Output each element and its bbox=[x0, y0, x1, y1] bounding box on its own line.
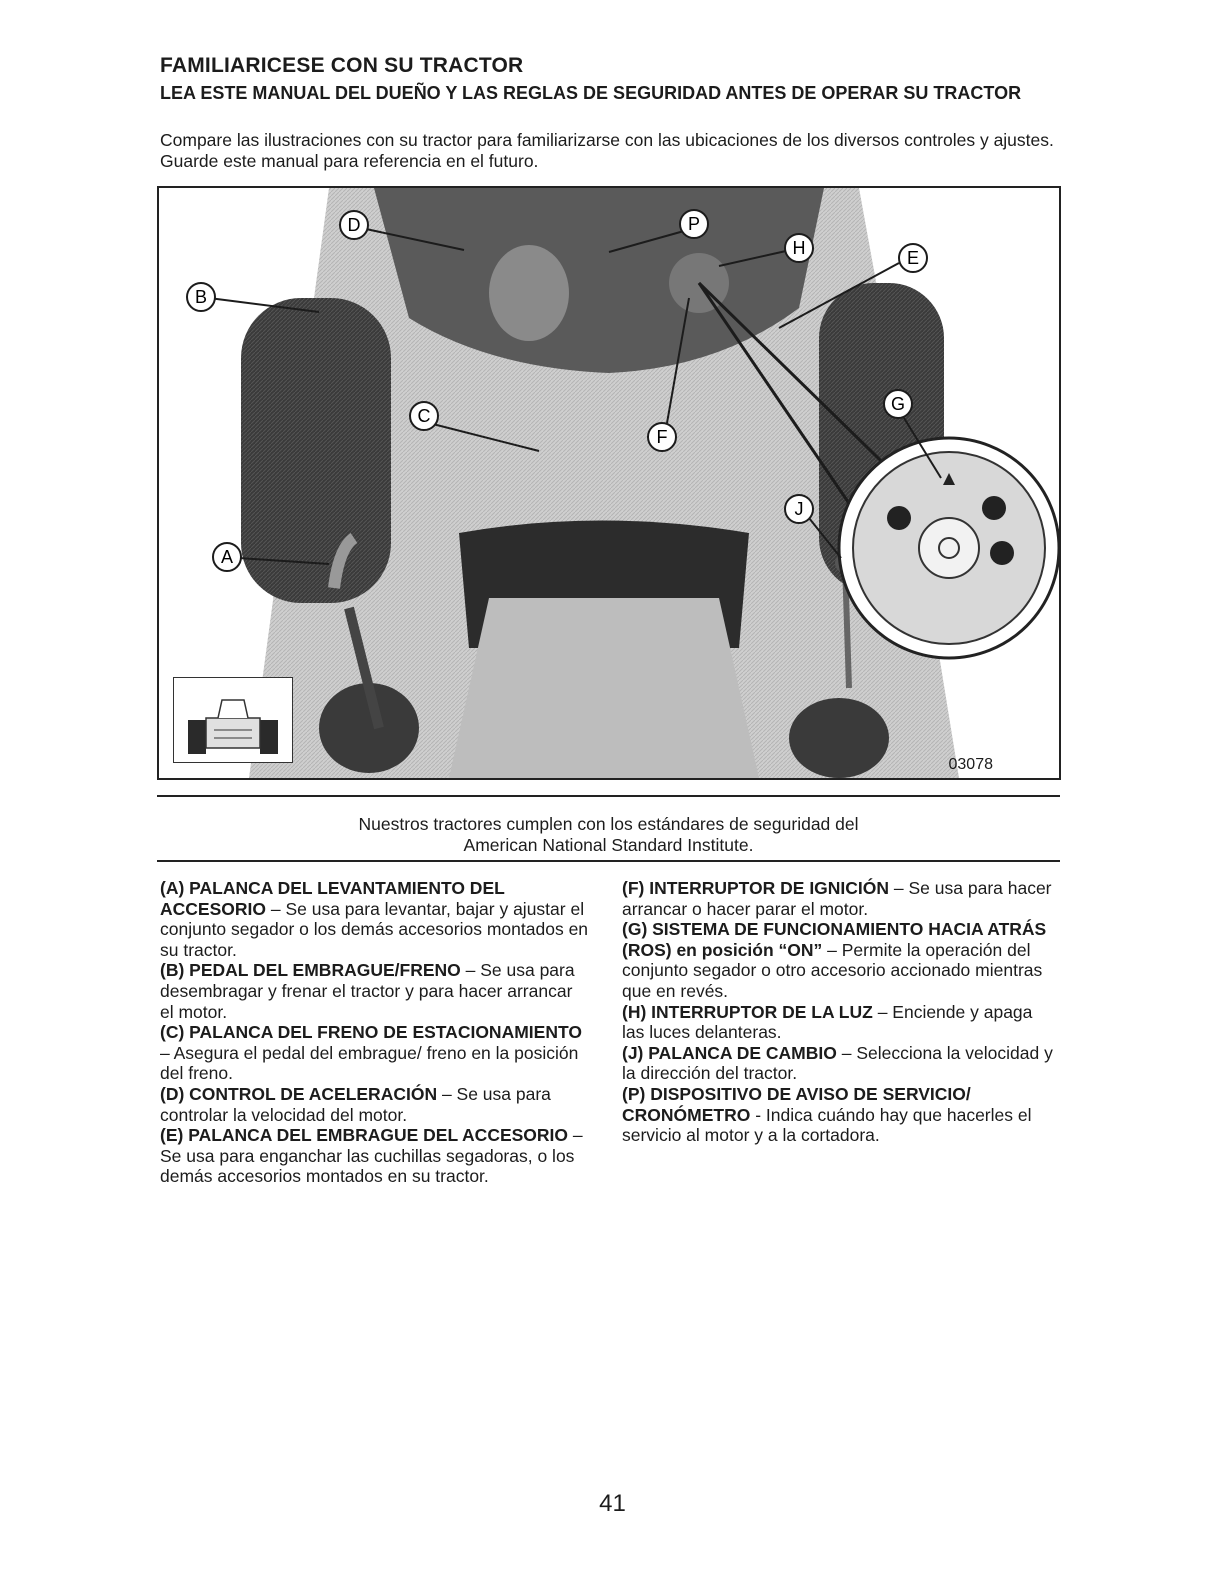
stop-icon bbox=[887, 506, 911, 530]
divider-top bbox=[157, 795, 1060, 797]
item-a-text: – Se usa para levantar, bajar y ajustar el conjunto segador o los demás accesorios montados en su tractor. bbox=[160, 898, 589, 960]
item-d-text: – Se usa para controlar la velocidad del motor. bbox=[160, 1083, 551, 1125]
figure-number: 03078 bbox=[948, 756, 993, 773]
item-g bbox=[622, 919, 1054, 1001]
descriptions-right-column bbox=[622, 878, 1054, 1146]
item-c bbox=[160, 1022, 590, 1084]
item-a-title: (A) PALANCA DEL LEVANTAMIENTO DEL ACCESORIO bbox=[160, 878, 505, 919]
callout-h bbox=[785, 234, 813, 262]
callout-a bbox=[213, 543, 241, 571]
item-e-title: (E) PALANCA DEL EMBRAGUE DEL ACCESORIO bbox=[160, 1125, 569, 1146]
tractor-orientation-inset bbox=[173, 677, 293, 763]
item-e bbox=[160, 1125, 590, 1187]
seat-cushion bbox=[449, 598, 759, 778]
item-p-text: - Indica cuándo hay que hacerles el servicio al motor y a la cortadora. bbox=[622, 1104, 1032, 1146]
item-h bbox=[622, 1002, 1054, 1043]
callout-p-label: P bbox=[687, 214, 701, 234]
callout-j bbox=[785, 495, 813, 523]
item-c-title: (C) PALANCA DEL FRENO DE ESTACIONAMIENTO bbox=[160, 1022, 582, 1043]
callout-d bbox=[340, 211, 368, 239]
safety-notice bbox=[157, 814, 1060, 856]
item-f bbox=[622, 878, 1054, 919]
page-subtitle: LEA ESTE MANUAL DEL DUEÑO Y LAS REGLAS DE SEGURIDAD ANTES DE OPERAR SU TRACTOR bbox=[160, 83, 1022, 103]
callout-p bbox=[680, 210, 708, 238]
safety-notice-line-1: Nuestros tractores cumplen con los estándares de seguridad del bbox=[358, 814, 859, 834]
callout-a-label: A bbox=[220, 547, 234, 567]
item-h-text: – Enciende y apaga las luces delanteras. bbox=[622, 1001, 1033, 1043]
left-front-tire bbox=[241, 298, 391, 603]
item-a bbox=[160, 878, 590, 960]
page-number: 41 bbox=[599, 1490, 626, 1517]
item-d-title: (D) CONTROL DE ACELERACIÓN bbox=[160, 1083, 438, 1104]
item-h-title: (H) INTERRUPTOR DE LA LUZ bbox=[622, 1001, 873, 1022]
callout-b-label: B bbox=[194, 287, 208, 307]
run-icon bbox=[982, 496, 1006, 520]
callout-e bbox=[899, 244, 927, 272]
item-d bbox=[160, 1084, 590, 1125]
item-j-title: (J) PALANCA DE CAMBIO bbox=[622, 1042, 837, 1063]
item-p bbox=[622, 1084, 1054, 1146]
descriptions-left-column bbox=[160, 878, 590, 1187]
item-f-text: – Se usa para hacer arrancar o hacer parar el motor. bbox=[622, 878, 1052, 919]
safety-notice-line-2: American National Standard Institute. bbox=[463, 835, 754, 855]
callout-f-label: F bbox=[656, 427, 668, 447]
callout-h-label: H bbox=[792, 238, 806, 258]
intro-paragraph: Compare las ilustraciones con su tractor para familiarizarse con las ubicaciones de los diversos controles y ajustes. Guarde este manual para referencia en el futuro. bbox=[160, 130, 1054, 171]
item-b-title: (B) PEDAL DEL EMBRAGUE/FRENO bbox=[160, 960, 461, 981]
item-e-text: – Se usa para enganchar las cuchillas segadoras, o los demás accesorios montados en su tractor. bbox=[160, 1125, 583, 1187]
tractor-controls-figure bbox=[157, 186, 1061, 780]
item-b-text: – Se usa para desembragar y frenar el tractor y para hacer arrancar el motor. bbox=[160, 960, 575, 1022]
item-g-text: – Permite la operación del conjunto segador o otro accesorio accionado mientras que en revés. bbox=[622, 939, 1043, 1001]
right-cup bbox=[789, 698, 889, 778]
callout-g-label: G bbox=[890, 394, 906, 414]
callout-j-label: J bbox=[794, 499, 804, 519]
callout-f bbox=[648, 423, 676, 451]
item-f-title: (F) INTERRUPTOR DE IGNICIÓN bbox=[622, 878, 890, 898]
page-title: FAMILIARICESE CON SU TRACTOR bbox=[160, 54, 524, 77]
item-g-title: (G) SISTEMA DE FUNCIONAMIENTO HACIA ATRÁS (ROS) en posición “ON” bbox=[622, 919, 1047, 960]
item-j bbox=[622, 1043, 1054, 1084]
callout-g bbox=[884, 390, 912, 418]
start-icon bbox=[990, 541, 1014, 565]
divider-bottom bbox=[157, 860, 1060, 862]
callout-e-label: E bbox=[906, 248, 920, 268]
callout-d-label: D bbox=[347, 215, 361, 235]
callout-b bbox=[187, 283, 215, 311]
callout-c bbox=[410, 402, 438, 430]
item-c-text: – Asegura el pedal del embrague/ freno en la posición del freno. bbox=[160, 1042, 579, 1084]
tractor-illustration bbox=[159, 188, 1059, 778]
item-b bbox=[160, 960, 590, 1022]
ignition-key-icon bbox=[919, 518, 979, 578]
steering-column bbox=[489, 245, 569, 341]
item-j-text: – Selecciona la velocidad y la dirección del tractor. bbox=[622, 1042, 1053, 1084]
callout-c-label: C bbox=[417, 406, 431, 426]
tractor-front-view-icon bbox=[174, 678, 292, 762]
item-p-title: (P) DISPOSITIVO DE AVISO DE SERVICIO/ CRONÓMETRO bbox=[622, 1083, 971, 1125]
